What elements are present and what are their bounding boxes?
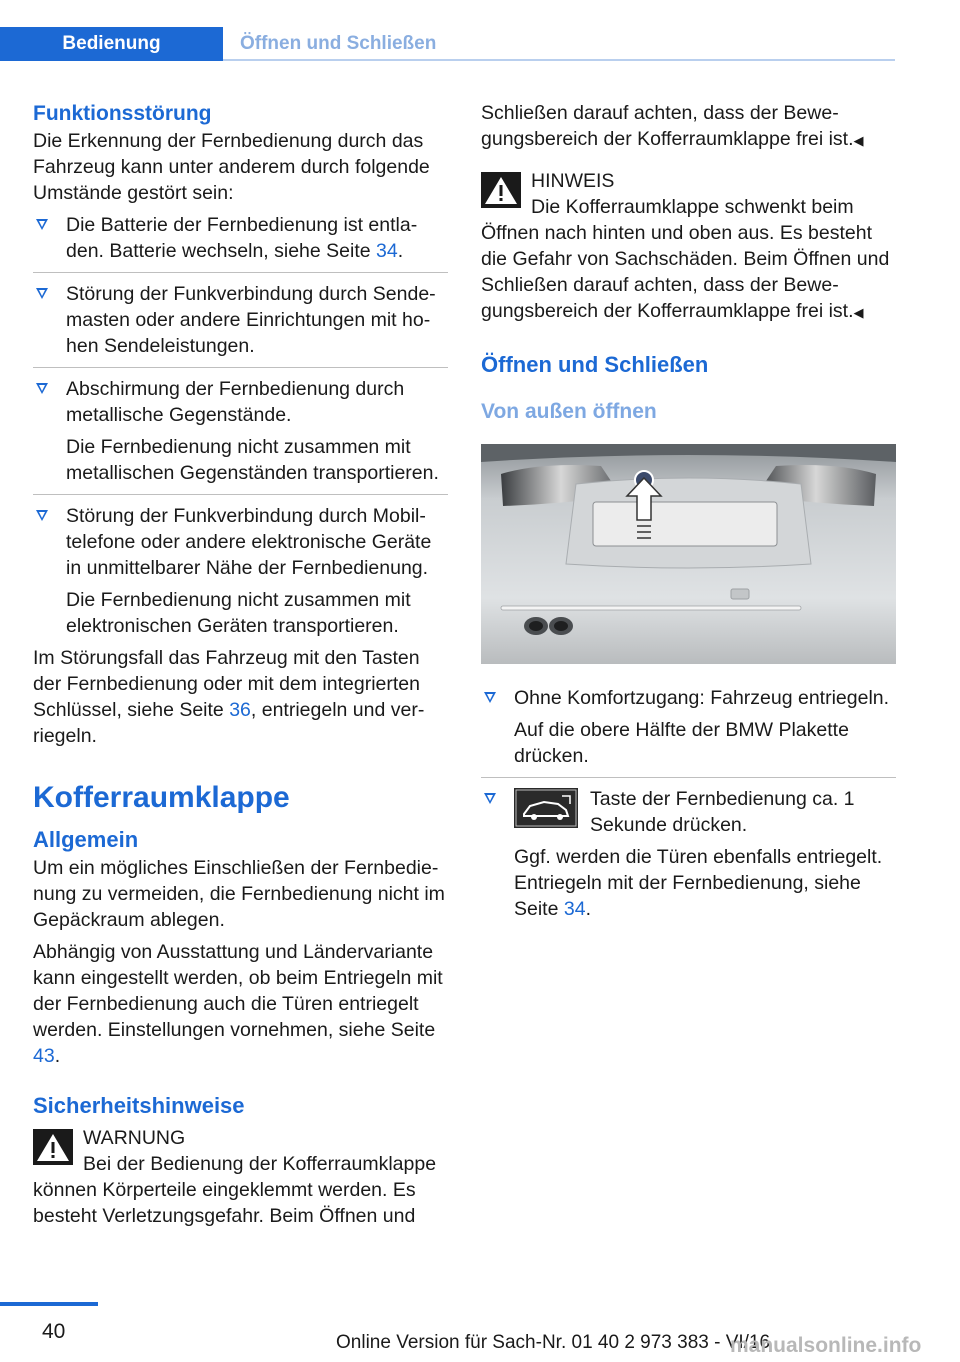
page-header xyxy=(0,27,895,61)
divider xyxy=(481,777,896,778)
triangle-bullet-icon xyxy=(36,383,48,394)
end-marker-icon: ◀ xyxy=(853,305,864,320)
car-trunk-photo xyxy=(481,444,896,664)
bullet-subtext: Die Fernbedienung nicht zusammen mit metallischen Gegenständen transportieren. xyxy=(66,436,439,484)
list-item xyxy=(33,376,448,486)
warning-icon xyxy=(33,1129,73,1165)
triangle-bullet-icon xyxy=(36,219,48,230)
text: , entriegeln und verriegeln. xyxy=(33,699,425,747)
list-item xyxy=(481,786,896,922)
paragraph-allgemein-1: Um ein mögliches Einschließen der Fernbedienung zu vermeiden, die Fernbedienung nicht im Gepäckraum ablegen. xyxy=(33,857,445,931)
warning-block xyxy=(33,1125,448,1229)
paragraph-stoerungsfall xyxy=(33,645,448,749)
triangle-bullet-icon xyxy=(484,793,496,804)
heading-kofferraumklappe: Kofferraumklappe xyxy=(33,781,290,814)
hinweis-title: HINWEIS xyxy=(531,170,615,192)
text: . xyxy=(585,898,591,920)
bullet-text: Ohne Komfortzugang: Fahrzeug entriegeln. xyxy=(514,687,890,709)
hinweis-block xyxy=(481,168,896,326)
paragraph-intro: Die Erkennung der Fernbedienung durch das Fahrzeug kann unter anderem durch folgende Umstände gestört sein: xyxy=(33,130,430,204)
divider xyxy=(33,367,448,368)
text: . xyxy=(54,1045,61,1067)
bullet-text: Die Batterie der Fernbedienung ist entladen. Batterie wechseln, siehe Seite xyxy=(66,214,418,262)
list-item xyxy=(481,685,896,769)
page-link-34[interactable]: 34 xyxy=(376,240,398,262)
page-number: 40 xyxy=(42,1320,66,1343)
warning-continuation xyxy=(481,100,896,154)
watermark: manualsonline.info xyxy=(730,1334,922,1357)
heading-oeffnen-schliessen: Öffnen und Schließen xyxy=(481,352,709,377)
divider xyxy=(33,494,448,495)
page-link-43[interactable]: 43 xyxy=(33,1045,55,1067)
triangle-bullet-icon xyxy=(484,692,496,703)
tab-bedienung[interactable]: Bedienung xyxy=(0,27,223,61)
end-marker-icon: ◀ xyxy=(853,133,864,148)
bullet-subtext: Die Fernbedienung nicht zusammen mit elektronischen Geräten transportieren. xyxy=(66,589,411,637)
bullet-text: Abschirmung der Fernbedienung durch metallische Gegenstände. xyxy=(66,378,405,426)
bullet-text: Störung der Funkverbindung durch Sendemasten oder andere Einrichtungen mit hohen Sendeleistungen. xyxy=(66,283,436,357)
heading-funktionsstoerung: Funktionsstörung xyxy=(33,102,212,125)
text: Im Störungsfall das Fahrzeug mit den Tasten der Fernbedienung oder mit dem integrierten Schlüssel, siehe Seite xyxy=(33,647,420,721)
header-divider xyxy=(223,59,895,61)
text: Schließen darauf achten, dass der Bewegungsbereich der Kofferraumklappe frei ist. xyxy=(481,102,854,150)
page-link-34[interactable]: 34 xyxy=(563,898,586,920)
heading-allgemein: Allgemein xyxy=(33,827,139,852)
text: Abhängig von Ausstattung und Ländervariante kann eingestellt werden, ob beim Entriegeln mit der Fernbedienung auch die Türen entriegelt werden. Einstellungen vornehmen, siehe Seite xyxy=(33,941,443,1041)
warning-text: Bei der Bedienung der Kofferraumklappe können Körperteile eingeklemmt werden. Es besteht Verletzungsgefahr. Beim Öffnen und xyxy=(33,1153,437,1227)
left-column xyxy=(33,100,448,1235)
triangle-bullet-icon xyxy=(36,510,48,521)
text: Die Kofferraumklappe schwenkt beim Öffnen nach hinten und oben aus. Es besteht die Gefahr von Sachschäden. Beim Öffnen und Schließen darauf achten, dass der Bewegungsbereich der Kofferraumklappe frei ist. xyxy=(481,196,890,322)
divider xyxy=(33,272,448,273)
paragraph-allgemein-2 xyxy=(33,939,448,1069)
text: Ggf. werden die Türen ebenfalls entriegelt. Entriegeln mit der Fernbedienung, siehe Seite xyxy=(514,846,883,920)
bullet-text: Taste der Fernbedienung ca. 1 Sekunde drücken. xyxy=(590,788,855,836)
list-item xyxy=(33,281,448,359)
bullet-subtext xyxy=(514,844,896,922)
heading-von-aussen-oeffnen: Von außen öffnen xyxy=(481,400,657,423)
footer-version-text: Online Version für Sach-Nr. 01 40 2 973 383 - VI/16 xyxy=(336,1332,771,1353)
list-item xyxy=(33,212,448,264)
bullet-subtext: Auf die obere Hälfte der BMW Plakette drücken. xyxy=(514,719,849,767)
right-column xyxy=(481,100,896,928)
bullet-text: Störung der Funkverbindung durch Mobiltelefone oder andere elektronische Geräte in unmittelbarer Nähe der Fernbedienung. xyxy=(66,505,432,579)
list-item xyxy=(33,503,448,639)
heading-sicherheitshinweise: Sicherheitshinweise xyxy=(33,1093,245,1118)
page-link-36[interactable]: 36 xyxy=(229,699,251,721)
warning-icon xyxy=(481,172,521,208)
warning-title: WARNUNG xyxy=(83,1127,186,1149)
punctuation: . xyxy=(397,240,404,262)
footer-accent-bar xyxy=(0,1302,98,1306)
triangle-bullet-icon xyxy=(36,288,48,299)
trunk-button-icon xyxy=(514,788,578,828)
tab-oeffnen-schliessen[interactable]: Öffnen und Schließen xyxy=(240,33,437,54)
hinweis-text xyxy=(481,194,896,326)
